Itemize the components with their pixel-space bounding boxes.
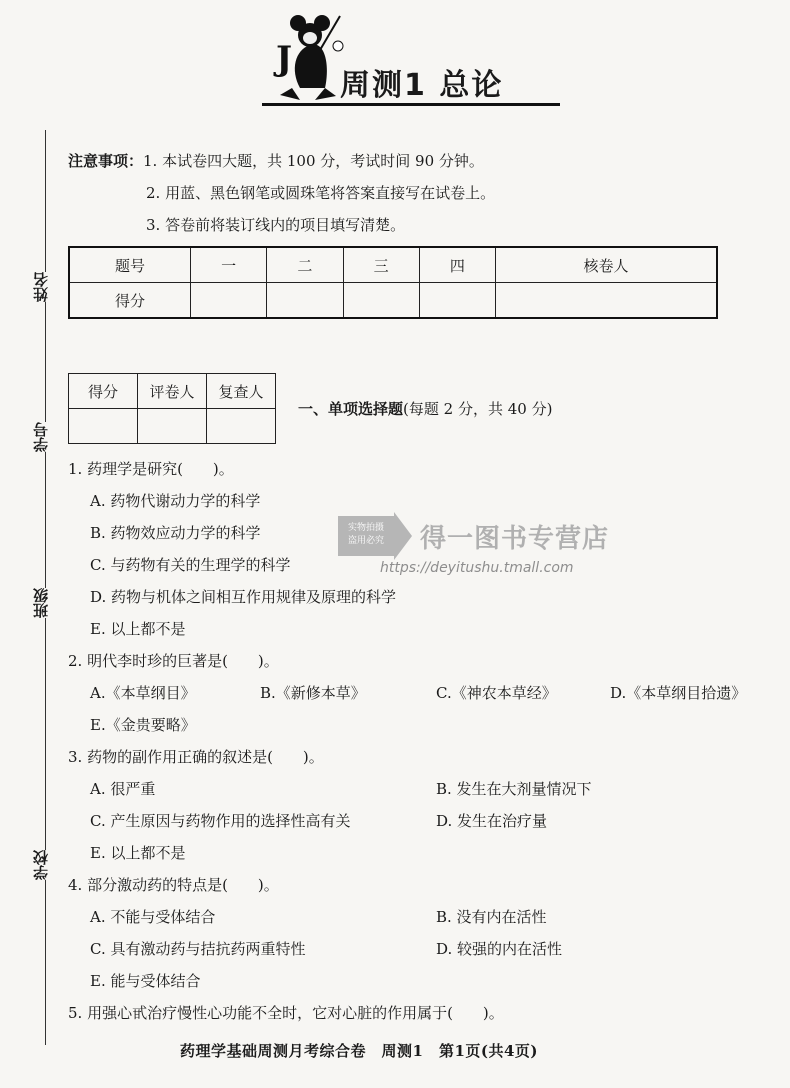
notice-line-1: [68, 150, 484, 171]
grader-cell[interactable]: [138, 409, 207, 444]
option: B. 药物效应动力学的科学: [90, 524, 261, 542]
option: E. 以上都不是: [90, 620, 186, 638]
option: A.《本草纲目》: [90, 684, 196, 702]
grader-header: 得分: [69, 374, 138, 409]
option: D. 发生在治疗量: [436, 812, 548, 830]
option: D. 药物与机体之间相互作用规律及原理的科学: [90, 588, 397, 606]
notice-item: 1. 本试卷四大题，共 100 分，考试时间 90 分钟。: [143, 152, 484, 170]
score-cell[interactable]: [496, 283, 718, 319]
option: E.《金贵要略》: [90, 716, 196, 734]
score-cell[interactable]: [267, 283, 343, 319]
score-header: 题号: [69, 247, 191, 283]
score-cell[interactable]: [343, 283, 419, 319]
svg-text:J: J: [276, 39, 293, 79]
score-table: [68, 246, 718, 319]
notice-label: 注意事项：: [68, 152, 144, 170]
question-stem: 4. 部分激动药的特点是( )。: [68, 876, 279, 894]
option: C. 产生原因与药物作用的选择性高有关: [90, 812, 351, 830]
score-row-label: 得分: [69, 283, 191, 319]
section-note: (每题 2 分，共 40 分): [403, 400, 553, 418]
option: B.《新修本草》: [260, 684, 366, 702]
option: E. 以上都不是: [90, 844, 186, 862]
question-stem: 5. 用强心甙治疗慢性心功能不全时，它对心脏的作用属于( )。: [68, 1004, 504, 1022]
watermark-badge: [338, 516, 394, 556]
store-watermark: [338, 512, 618, 580]
score-cell[interactable]: [419, 283, 495, 319]
score-cell[interactable]: [191, 283, 267, 319]
watermark-badge-line: 盗用必究: [347, 536, 384, 546]
option: C. 与药物有关的生理学的科学: [90, 556, 291, 574]
notice-item: 2. 用蓝、黑色钢笔或圆珠笔将答案直接写在试卷上。: [146, 184, 496, 202]
watermark-url: https://deyitushu.tmall.com: [380, 560, 574, 576]
score-header: 二: [267, 247, 343, 283]
score-header: 核卷人: [496, 247, 718, 283]
grader-header: 复查人: [207, 374, 276, 409]
side-label-school: 学校: [30, 850, 60, 880]
watermark-store-name: 得一图书专营店: [420, 524, 610, 554]
side-label-class: 班级: [30, 588, 60, 618]
option: A. 药物代谢动力学的科学: [90, 492, 261, 510]
option: D. 较强的内在活性: [436, 940, 563, 958]
score-header: 四: [419, 247, 495, 283]
option: C. 具有激动药与拮抗药两重特性: [90, 940, 306, 958]
grader-header: 评卷人: [138, 374, 207, 409]
watermark-badge-line: 实物拍摄: [347, 523, 384, 533]
option: B. 没有内在活性: [436, 908, 547, 926]
side-label-number: 学号: [30, 422, 60, 452]
question-stem: 2. 明代李时珍的巨著是( )。: [68, 652, 279, 670]
side-label-name: 姓名: [30, 272, 60, 302]
question-stem: 1. 药理学是研究( )。: [68, 460, 234, 478]
option: A. 很严重: [90, 780, 156, 798]
question-stem: 3. 药物的副作用正确的叙述是( )。: [68, 748, 324, 766]
option: E. 能与受体结合: [90, 972, 201, 990]
score-header: 三: [343, 247, 419, 283]
option: D.《本草纲目拾遗》: [610, 684, 747, 702]
mascot-logo: [270, 10, 345, 102]
score-header: 一: [191, 247, 267, 283]
section-title-text: 一、单项选择题: [298, 400, 404, 418]
option: C.《神农本草经》: [436, 684, 557, 702]
section-title: [298, 398, 552, 419]
option: A. 不能与受体结合: [90, 908, 216, 926]
grader-cell[interactable]: [69, 409, 138, 444]
page-title: 周测1 总论: [340, 68, 504, 103]
watermark-arrow-icon: [394, 512, 412, 560]
grader-cell[interactable]: [207, 409, 276, 444]
notice-item: 3. 答卷前将装订线内的项目填写清楚。: [146, 216, 406, 234]
option: B. 发生在大剂量情况下: [436, 780, 592, 798]
page-footer: 药理学基础周测月考综合卷 周测1 第1页(共4页): [180, 1042, 539, 1060]
grader-table: [68, 373, 276, 444]
title-underline: [262, 103, 560, 106]
